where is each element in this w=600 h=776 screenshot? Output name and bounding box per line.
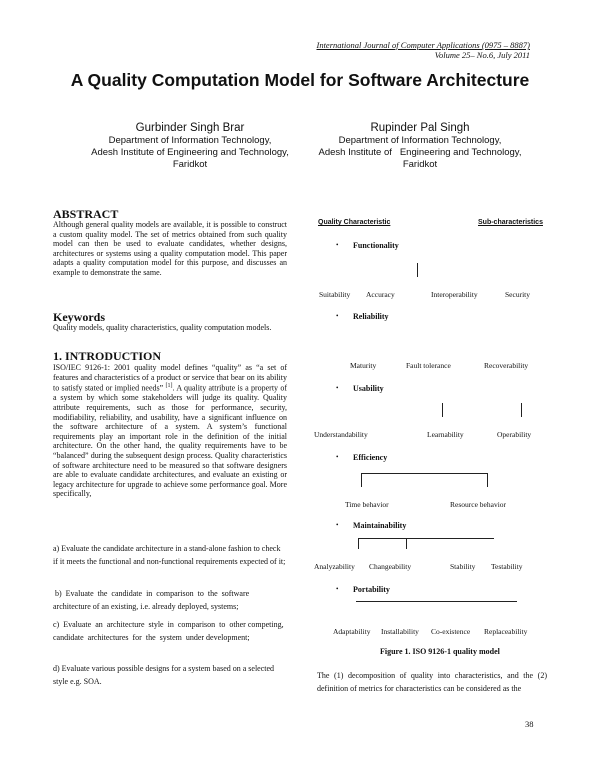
paper-title: A Quality Computation Model for Software Architecture	[70, 70, 530, 90]
subcharacteristic-label: Recoverability	[484, 361, 529, 370]
subcharacteristic-label: Interoperability	[431, 290, 478, 299]
journal-header	[316, 40, 530, 60]
reference-marker: [1]	[165, 383, 173, 390]
body-paragraph: The (1) decomposition of quality into characteristics, and the (2) definition of metrics for characteristics can be considered as the	[317, 671, 547, 693]
category-label: Portability	[353, 585, 390, 594]
bullet-icon: •	[336, 585, 339, 593]
keywords-text: Quality models, quality characteristics, quality computation models.	[53, 323, 272, 332]
subcharacteristic-label: Understandability	[314, 430, 368, 439]
intro-text-start: ISO/IEC 9126-1: 2001 quality model defines “quality” as “a set of features and characteristics of a product or service that bear on its ability to satisfy stated or implied needs”	[53, 363, 287, 393]
subcharacteristic-label: Security	[505, 290, 530, 299]
category-label: Reliability	[353, 312, 389, 321]
author-city: Faridkot	[172, 159, 208, 170]
tree-connector	[487, 473, 488, 487]
tree-connector	[417, 263, 418, 277]
tree-connector	[406, 538, 407, 549]
figure-header-right: Sub-characteristics	[478, 219, 543, 226]
page-number: 38	[525, 719, 534, 729]
figure-header-left: Quality Characteristic	[318, 219, 391, 226]
author-name: Gurbinder Singh Brar	[135, 122, 245, 134]
author-name: Rupinder Pal Singh	[370, 122, 470, 134]
bullet-icon: •	[336, 384, 339, 392]
author-city: Faridkot	[402, 159, 438, 170]
subcharacteristic-label: Changeability	[369, 562, 412, 571]
subcharacteristic-label: Suitability	[319, 290, 351, 299]
list-item: b) Evaluate the candidate in comparison to the software architecture of an existing, i.e. already deployed, systems;	[53, 589, 252, 611]
subcharacteristic-label: Fault tolerance	[406, 361, 451, 370]
subcharacteristic-label: Accuracy	[366, 290, 395, 299]
list-item: d) Evaluate various possible designs for a system based on a selected style e.g. SOA.	[53, 664, 275, 686]
tree-connector	[361, 473, 488, 474]
bullet-icon: •	[336, 521, 339, 529]
subcharacteristic-label: Operability	[497, 430, 532, 439]
list-item: c) Evaluate an architecture style in comparison to other competing, candidate architectures for the system under development;	[53, 620, 288, 642]
bullet-icon: •	[336, 241, 339, 249]
category-label: Functionality	[353, 241, 399, 250]
subcharacteristic-label: Stability	[450, 562, 476, 571]
abstract-heading: ABSTRACT	[53, 207, 119, 221]
list-item: a) Evaluate the candidate architecture in a stand-alone fashion to check if it meets the functional and non-functional requirements expected of it;	[53, 544, 286, 566]
subcharacteristic-label: Resource behavior	[450, 500, 507, 509]
author-institute: Adesh Institute of Engineering and Technology,	[91, 147, 289, 158]
category-label: Usability	[353, 384, 384, 393]
subcharacteristic-label: Co-existence	[431, 627, 471, 636]
category-label: Maintainability	[353, 521, 407, 530]
author-institute: Adesh Institute of Engineering and Technology,	[318, 147, 522, 158]
tree-connector	[356, 601, 517, 602]
tree-connector	[358, 538, 359, 549]
subcharacteristic-label: Replaceability	[484, 627, 528, 636]
figure-caption: Figure 1. ISO 9126-1 quality model	[380, 647, 500, 656]
author-block-1	[65, 122, 315, 171]
tree-connector	[442, 403, 443, 417]
author-dept: Department of Information Technology,	[338, 135, 502, 146]
journal-name: International Journal of Computer Applications (0975 – 8887)	[316, 40, 530, 50]
subcharacteristic-label: Maturity	[350, 361, 377, 370]
subcharacteristic-label: Installability	[381, 627, 419, 636]
intro-text	[53, 363, 287, 499]
author-block-2	[295, 122, 545, 171]
abstract-text: Although general quality models are available, it is possible to construct a custom quality model. The set of metrics obtained from such quality model can then be used to evaluate candidates, whether designs, architectures or systems using a quality computation model. This paper adapts a quality computation model for this purpose, and discusses an example to demonstrate the same.	[53, 220, 287, 277]
intro-heading: 1. INTRODUCTION	[53, 349, 162, 363]
subcharacteristic-label: Time behavior	[345, 500, 389, 509]
category-label: Efficiency	[353, 453, 388, 462]
journal-volume: Volume 25– No.6, July 2011	[434, 50, 530, 60]
subcharacteristic-label: Adaptability	[333, 627, 371, 636]
intro-text-end: . A quality attribute is a property of a system by which some stakeholders will judge its quality. Quality attribute requirements, such as those for performance, security, modifiability, reliability, and usability, have a significant influence on the software architecture of a system. A system’s functional requirements play an important role in the definition of the initial architecture. On the other hand, the quality requirements have to be “balanced” during the subsequent design process. Quality characteristics of software architecture need to be measured so that software designers are able to evaluate candidate architectures, and evaluate an existing or legacy architecture for upgrade to achieve some performance goal. More specifically,	[53, 383, 288, 499]
subcharacteristic-label: Learnability	[427, 430, 464, 439]
bullet-icon: •	[336, 453, 339, 461]
tree-connector	[521, 403, 522, 417]
subcharacteristic-label: Analyzability	[314, 562, 355, 571]
tree-connector	[361, 473, 362, 487]
keywords-heading: Keywords	[53, 310, 105, 324]
tree-connector	[358, 538, 494, 539]
bullet-icon: •	[336, 312, 339, 320]
author-dept: Department of Information Technology,	[108, 135, 272, 146]
subcharacteristic-label: Testability	[491, 562, 523, 571]
